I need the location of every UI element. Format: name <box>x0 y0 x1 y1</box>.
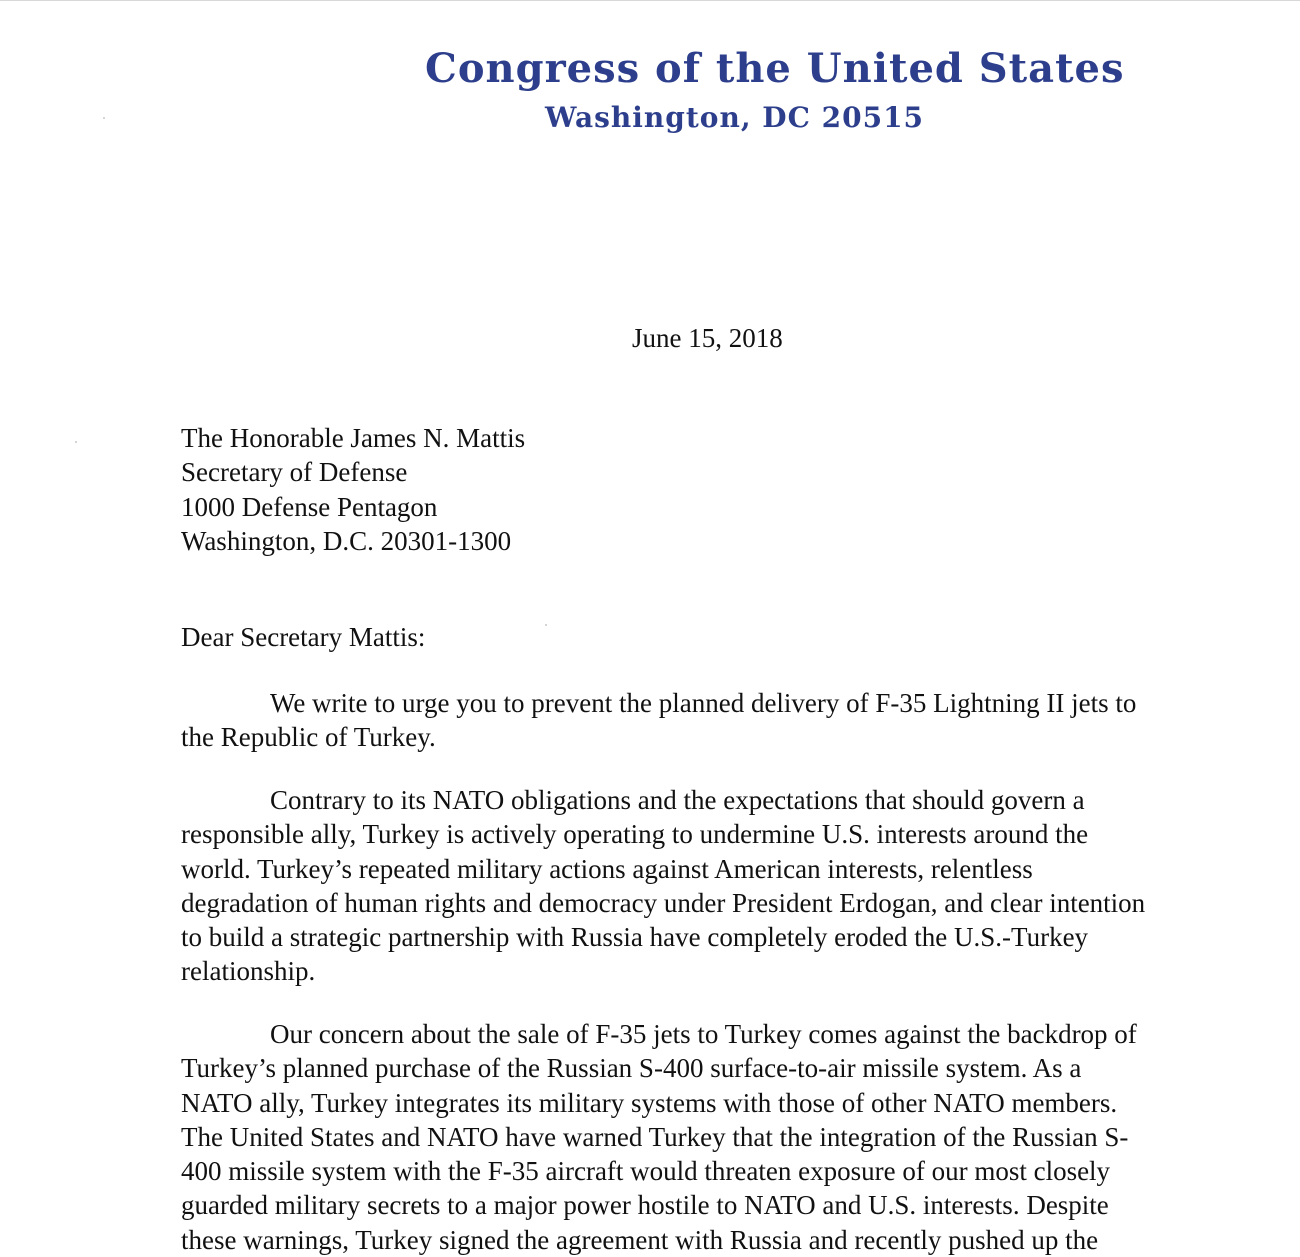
letter-date: June 15, 2018 <box>632 323 783 353</box>
paragraph-line: guarded military secrets to a major power hostile to NATO and U.S. interests. Despite <box>181 1190 1109 1221</box>
paragraph-line: world. Turkey’s repeated military actions against American interests, relentless <box>181 853 1033 884</box>
paragraph-line: Turkey’s planned purchase of the Russian S-400 surface-to-air missile system. As a <box>181 1053 1082 1084</box>
paragraph-2 <box>181 783 1251 989</box>
paragraph-line: The United States and NATO have warned Turkey that the integration of the Russian S- <box>181 1121 1129 1152</box>
paragraph-line: to build a strategic partnership with Russia have completely eroded the U.S.-Turkey <box>181 922 1089 953</box>
paragraph-line: Contrary to its NATO obligations and the expectations that should govern a <box>270 785 1085 815</box>
paragraph-line: degradation of human rights and democracy under President Erdogan, and clear intention <box>181 887 1146 918</box>
paragraph-line: Our concern about the sale of F-35 jets to Turkey comes against the backdrop of <box>270 1019 1137 1049</box>
letterhead-address: Washington, DC 20515 <box>545 101 925 134</box>
paragraph-line: We write to urge you to prevent the planned delivery of F-35 Lightning II jets to <box>270 688 1137 718</box>
salutation: Dear Secretary Mattis: <box>181 622 426 652</box>
scan-speck <box>103 117 105 119</box>
scan-speck <box>545 624 547 626</box>
recipient-title: Secretary of Defense <box>181 457 408 488</box>
paragraph-line: the Republic of Turkey. <box>181 722 436 753</box>
recipient-name: The Honorable James N. Mattis <box>181 423 526 453</box>
paragraph-line: NATO ally, Turkey integrates its military systems with those of other NATO members. <box>181 1087 1118 1118</box>
recipient-city: Washington, D.C. 20301-1300 <box>181 525 512 556</box>
paragraph-3 <box>181 1017 1251 1257</box>
recipient-address <box>181 421 525 558</box>
letterhead-title: Congress of the United States <box>425 45 1125 92</box>
paragraph-line: these warnings, Turkey signed the agreement with Russia and recently pushed up the <box>181 1224 1099 1255</box>
paragraph-1 <box>181 686 1251 755</box>
recipient-street: 1000 Defense Pentagon <box>181 491 438 522</box>
paragraph-line: 400 missile system with the F-35 aircraft would threaten exposure of our most closely <box>181 1156 1111 1187</box>
scan-speck <box>75 441 77 443</box>
paragraph-line: responsible ally, Turkey is actively operating to undermine U.S. interests around the <box>181 819 1089 850</box>
paragraph-line: relationship. <box>181 956 316 987</box>
